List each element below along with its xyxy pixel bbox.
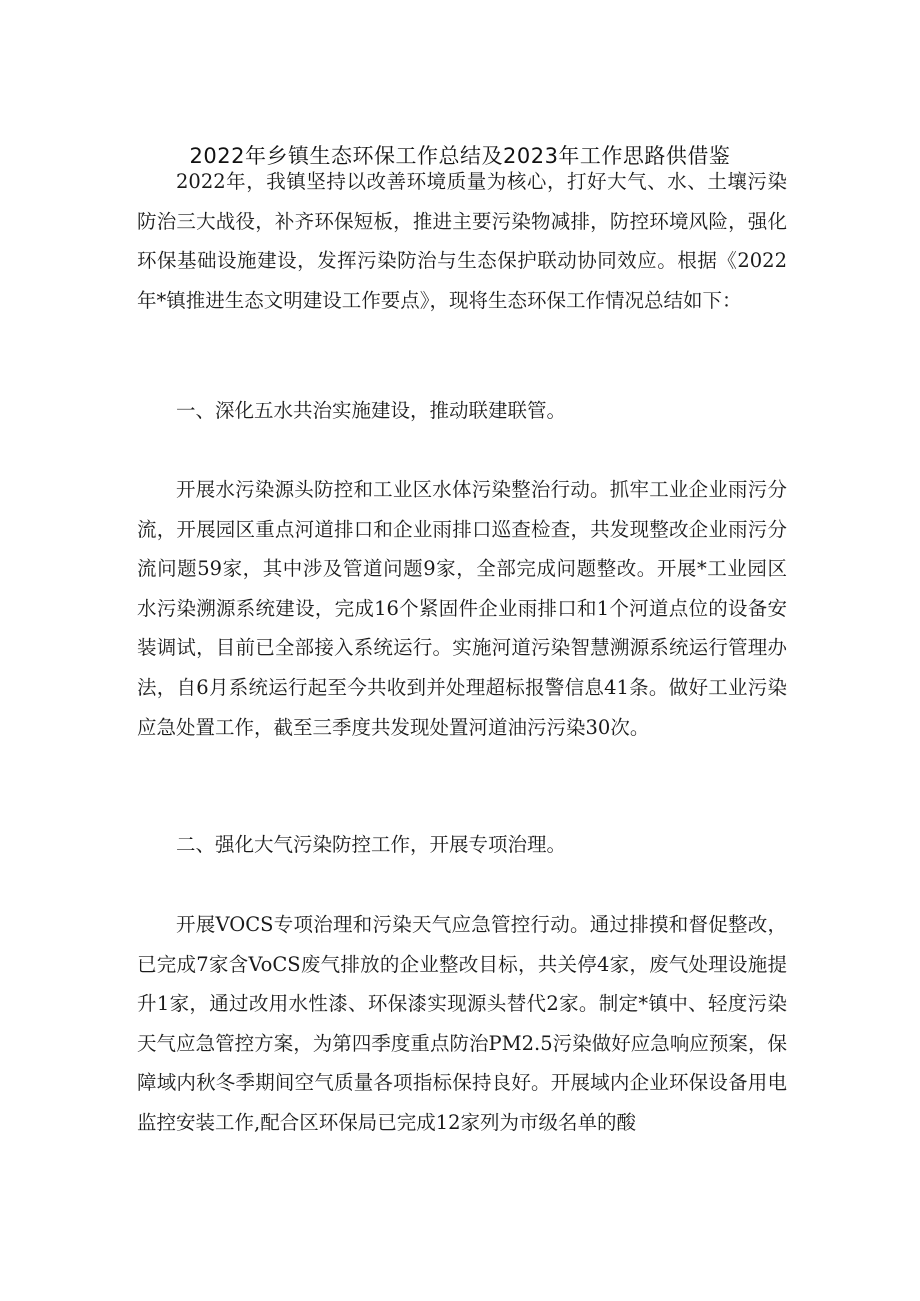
section-heading-2: 二、强化大气污染防控工作，开展专项治理。 — [176, 833, 567, 856]
air-pollution-paragraph: 开展VOCS专项治理和污染天气应急管控行动。通过排摸和督促整改，已完成7家含VoCS废气排放的企业整改目标，共关停4家，废气处理设施提升1家，通过改用水性漆、环保漆实现源头替代2家。制定*镇中、轻度污染天气应急管控方案，为第四季度重点防治PM2.5污染做好应急响应预案，保障域内秋冬季期间空气质量各项指标保持良好。开展域内企业环保设备用电监控安装工作,配合区环保局已完成12家列为市级名单的酸 — [137, 913, 787, 1134]
water-pollution-paragraph: 开展水污染源头防控和工业区水体污染整治行动。抓牢工业企业雨污分流，开展园区重点河道排口和企业雨排口巡查检查，共发现整改企业雨污分流问题59家，其中涉及管道问题9家，全部完成问题整改。开展*工业园区水污染溯源系统建设，完成16个紧固件企业雨排口和1个河道点位的设备安装调试，目前已全部接入系统运行。实施河道污染智慧溯源系统运行管理办法，自6月系统运行起至今共收到并处理超标报警信息41条。做好工业污染应急处置工作，截至三季度共发现处置河道油污污染30次。 — [137, 478, 787, 739]
document-title: 2022年乡镇生态环保工作总结及2023年工作思路供借鉴 — [189, 144, 731, 168]
intro-paragraph: 2022年，我镇坚持以改善环境质量为核心，打好大气、水、土壤污染防治三大战役，补齐环保短板，推进主要污染物减排，防控环境风险，强化环保基础设施建设，发挥污染防治与生态保护联动协同效应。根据《2022年*镇推进生态文明建设工作要点》，现将生态环保工作情况总结如下： — [137, 170, 787, 312]
section-heading-1: 一、深化五水共治实施建设，推动联建联管。 — [176, 399, 567, 422]
